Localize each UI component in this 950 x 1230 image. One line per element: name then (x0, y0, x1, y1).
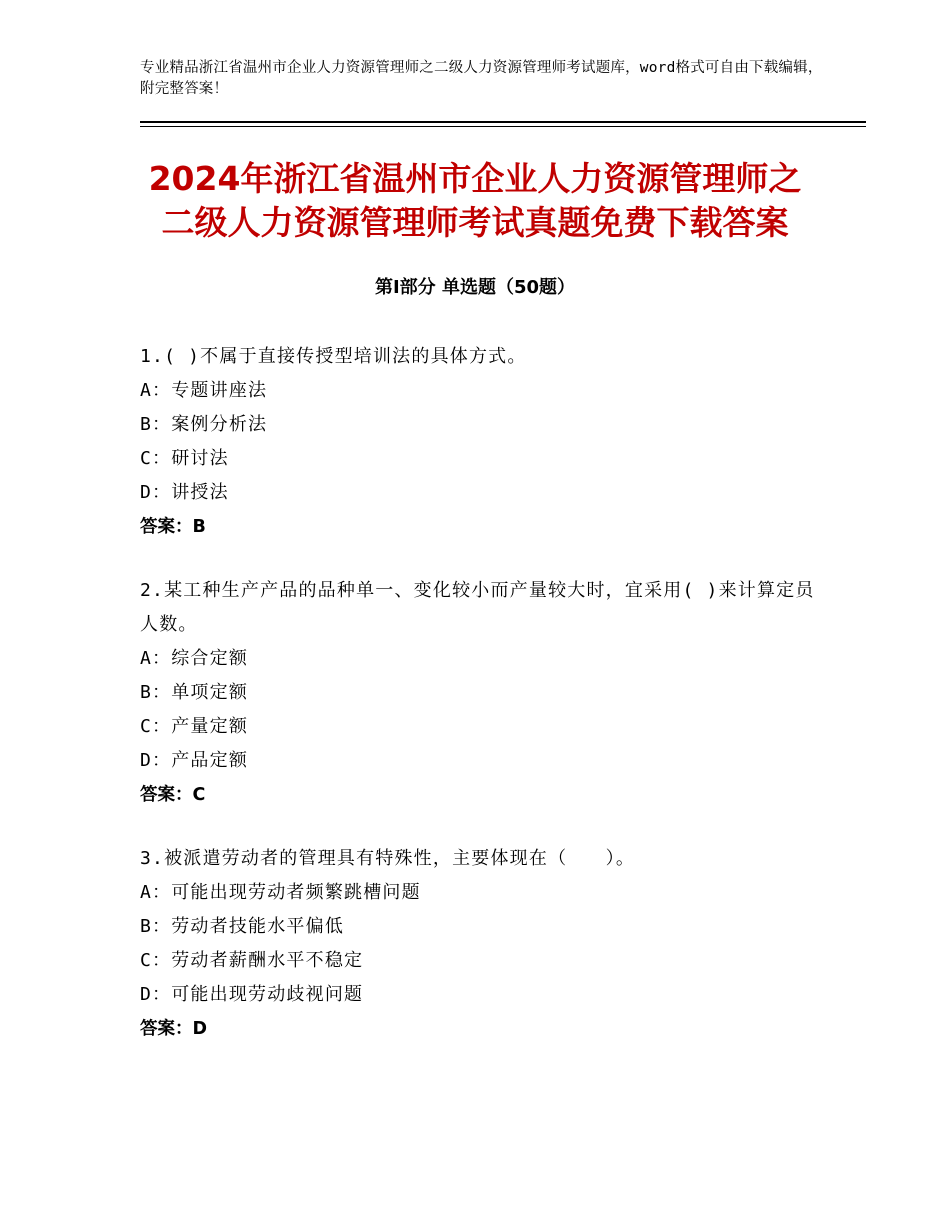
option-a: A：可能出现劳动者频繁跳槽问题 (140, 882, 421, 903)
question-list (140, 340, 820, 1076)
document-title (100, 157, 850, 245)
answer: 答案：C (140, 785, 206, 805)
document-title-line-1: 2024年浙江省温州市企业人力资源管理师之 (148, 159, 802, 198)
question-stem: 3.被派遣劳动者的管理具有特殊性，主要体现在（ ）。 (140, 848, 636, 869)
answer: 答案：D (140, 1019, 208, 1039)
section-title: 第Ⅰ部分 单选题（50题） (374, 277, 575, 298)
option-a: A：专题讲座法 (140, 380, 268, 401)
option-b: B：劳动者技能水平偏低 (140, 916, 345, 937)
option-b: B：案例分析法 (140, 414, 268, 435)
question-stem: 1.( )不属于直接传授型培训法的具体方式。 (140, 346, 527, 367)
document-title-line-2: 二级人力资源管理师考试真题免费下载答案 (161, 203, 789, 242)
question-1 (140, 340, 820, 544)
answer: 答案：B (140, 517, 206, 537)
header-divider-thick (140, 121, 866, 123)
option-c: C：产量定额 (140, 716, 249, 737)
question-stem: 2.某工种生产产品的品种单一、变化较小而产量较大时，宜采用( )来计算定员人数。 (140, 580, 815, 635)
header-divider-thin (140, 126, 866, 127)
question-3 (140, 842, 820, 1046)
option-a: A：综合定额 (140, 648, 249, 669)
option-c: C：研讨法 (140, 448, 229, 469)
option-b: B：单项定额 (140, 682, 249, 703)
option-d: D：讲授法 (140, 482, 229, 503)
option-c: C：劳动者薪酬水平不稳定 (140, 950, 364, 971)
option-d: D：可能出现劳动歧视问题 (140, 984, 364, 1005)
question-2 (140, 574, 820, 812)
option-d: D：产品定额 (140, 750, 249, 771)
header-note: 专业精品浙江省温州市企业人力资源管理师之二级人力资源管理师考试题库，word格式可自由下载编辑，附完整答案！ (140, 60, 823, 97)
